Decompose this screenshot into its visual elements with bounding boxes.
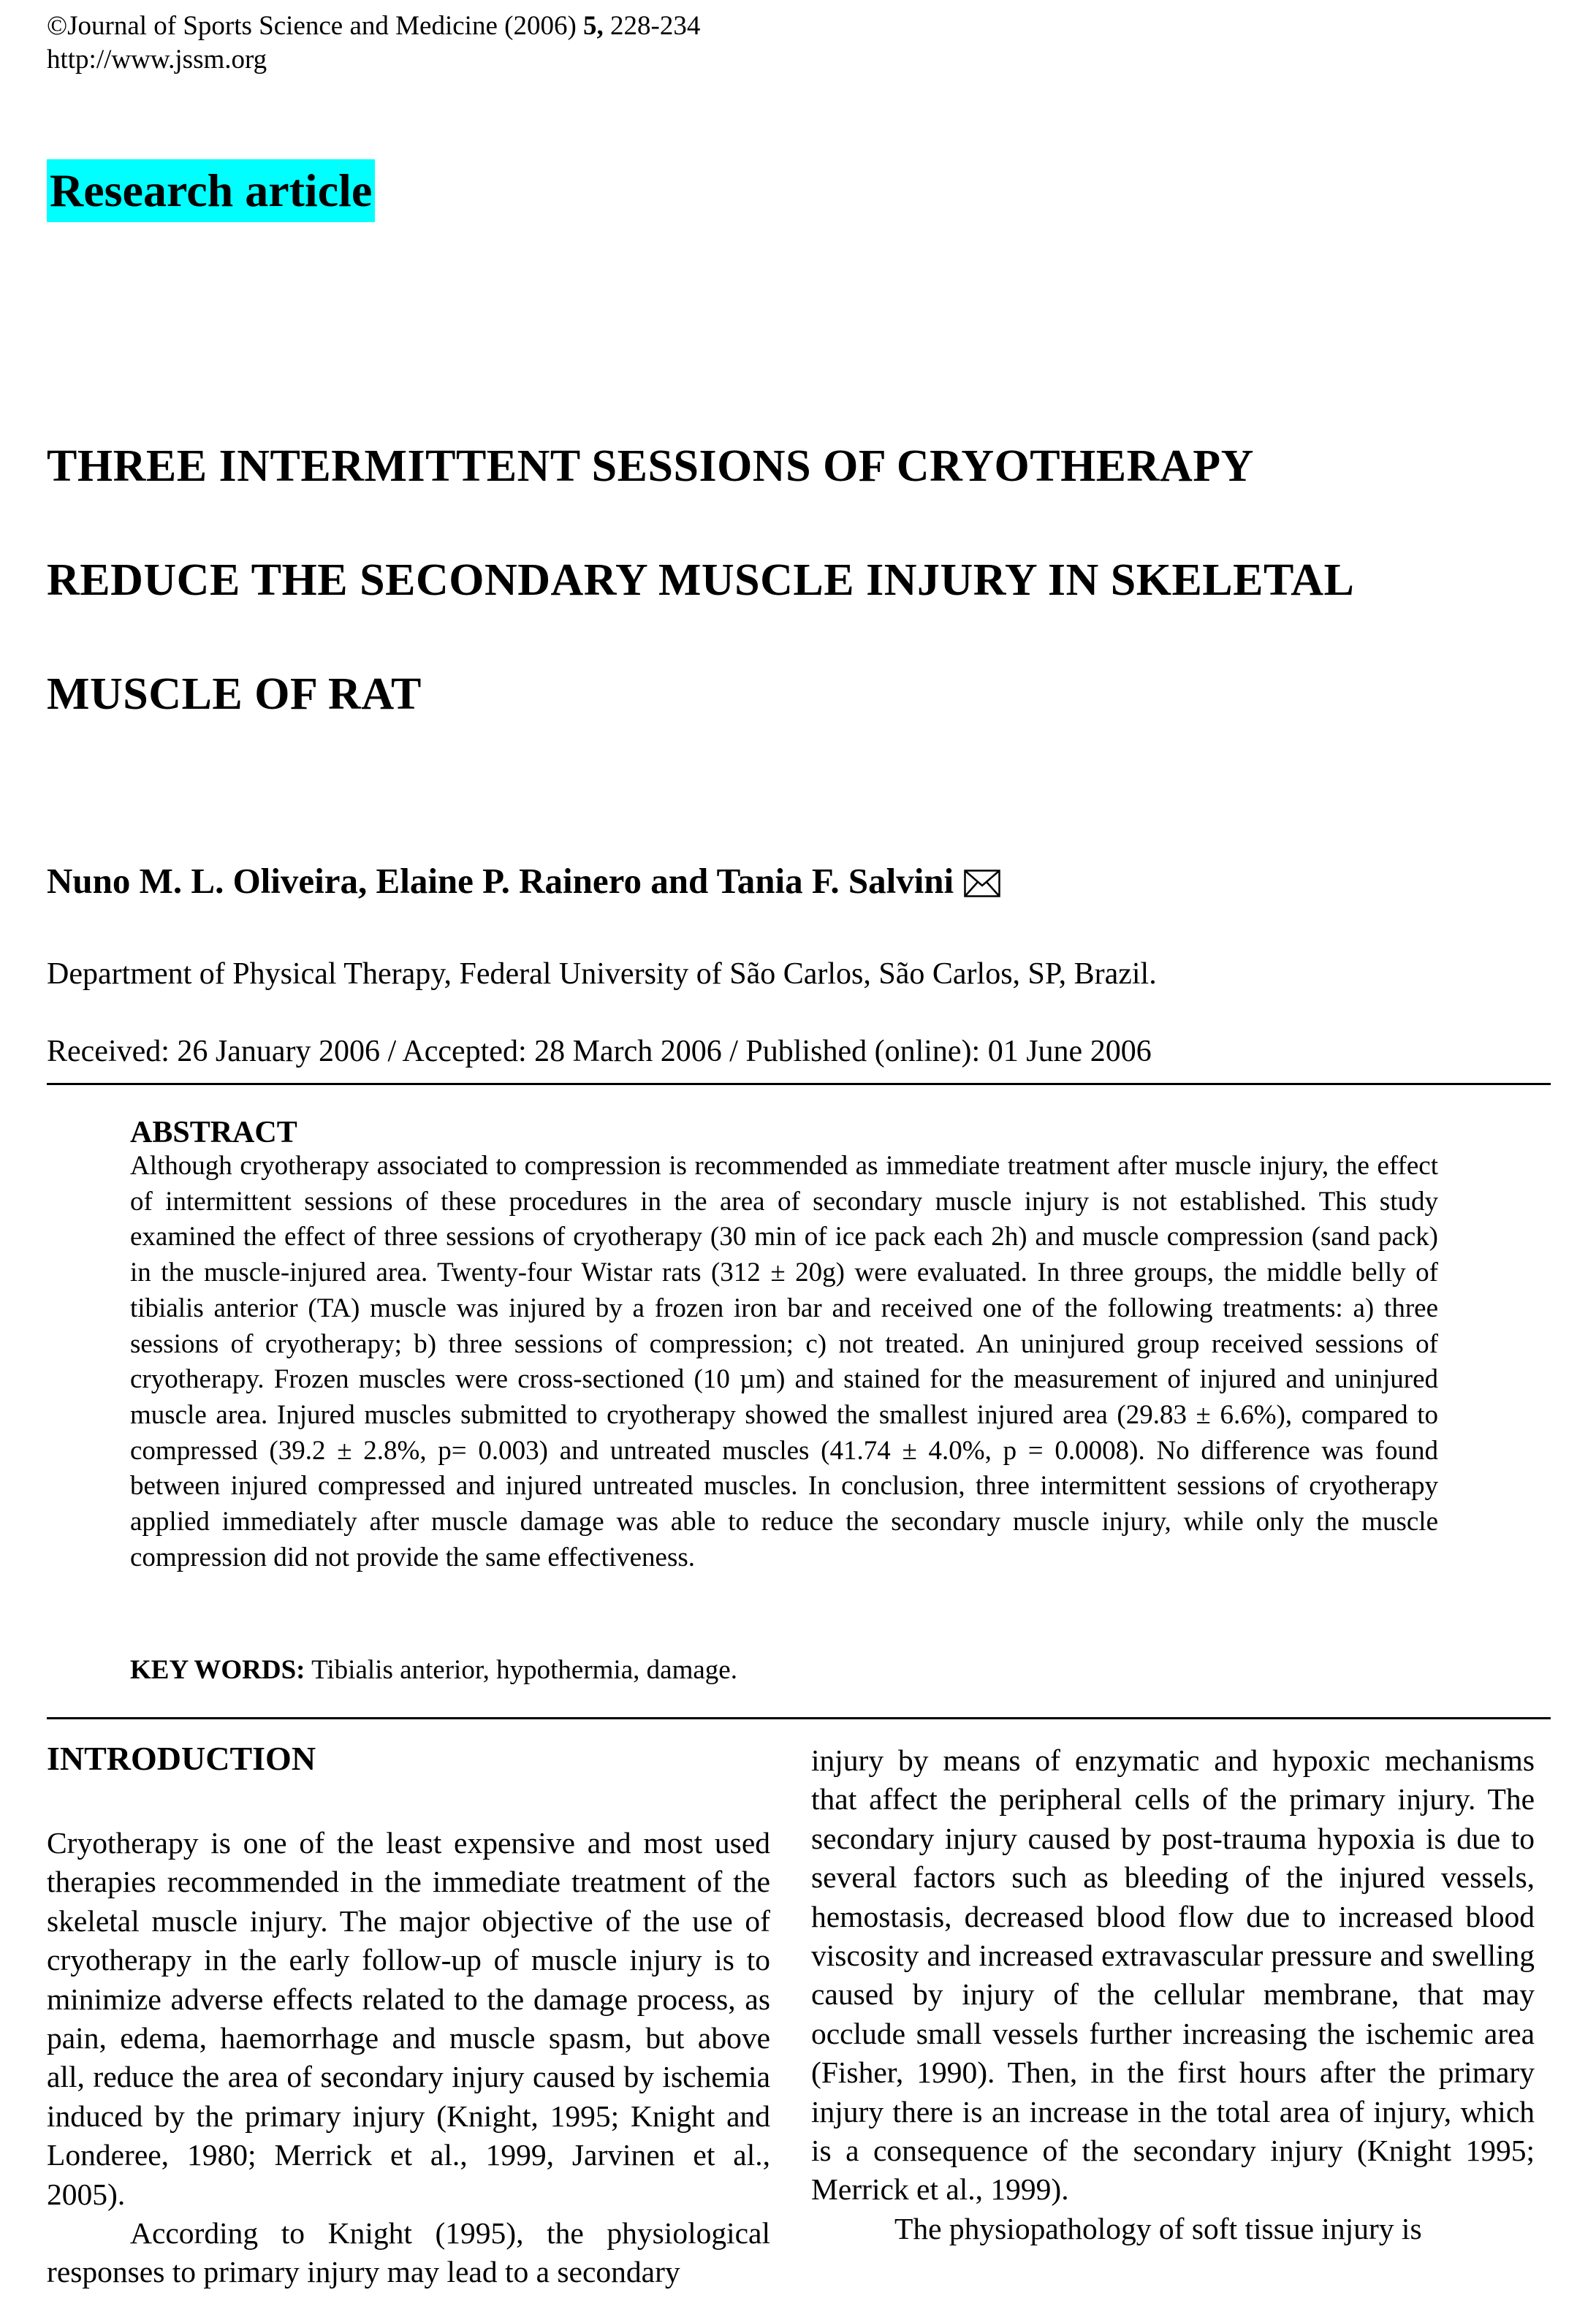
paragraph: injury by means of enzymatic and hypoxic mechanisms that affect the peripheral cells of the primary injury. The secondary injury caused by post-trauma hypoxia is due to several factors such as bleeding of the injured vessels, hemostasis, decreased blood flow due to increased blood viscosity and increased extravascular pressure and swelling caused by injury of the cellular membrane, that may occlude small vessels further increasing the ischemic area (Fisher, 1990). Then, in the first hours after the primary injury there is an increase in the total area of injury, which is a consequence of the secondary injury (Knight 1995; Merrick et al., 1999).: [811, 1743, 1535, 2207]
left-column: [47, 1824, 770, 2292]
authors: Nuno M. L. Oliveira, Elaine P. Rainero and Tania F. Salvini: [47, 861, 954, 901]
envelope-icon[interactable]: [964, 862, 1000, 909]
abstract-text: Although cryotherapy associated to compression is recommended as immediate treatment after muscle injury, the effect of intermittent sessions of these procedures in the area of secondary muscle injury is not established. This study examined the effect of three sessions of cryotherapy (30 min of ice pack each 2h) and muscle compression (sand pack) in the muscle-injured area. Twenty-four Wistar rats (312 ± 20g) were evaluated. In three groups, the middle belly of tibialis anterior (TA) muscle was injured by a frozen iron bar and received one of the following treatments: a) three sessions of cryotherapy; b) three sessions of compression; c) not treated. An uninjured group received sessions of cryotherapy. Frozen muscles were cross-sectioned (10 µm) and stained for the measurement of injured and uninjured muscle area. Injured muscles submitted to cryotherapy showed the smallest injured area (29.83 ± 6.6%), compared to compressed (39.2 ± 2.8%, p= 0.003) and untreated muscles (41.74 ± 4.0%, p = 0.0008). No difference was found between injured compressed and injured untreated muscles. In conclusion, three intermittent sessions of cryotherapy applied immediately after muscle damage was able to reduce the secondary muscle injury, while only the muscle compression did not provide the same effectiveness.: [130, 1151, 1438, 1572]
author-line: [47, 858, 1000, 909]
introduction-heading: INTRODUCTION: [47, 1740, 316, 1777]
affiliation: Department of Physical Therapy, Federal University of São Carlos, São Carlos, SP, Brazil.: [47, 957, 1157, 991]
publication-dates: Received: 26 January 2006 / Accepted: 28 March 2006 / Published (online): 01 June 2006: [47, 1035, 1152, 1068]
journal-line: ©Journal of Sports Science and Medicine (2006): [47, 11, 584, 41]
abstract-heading: ABSTRACT: [130, 1116, 297, 1149]
right-column: [811, 1741, 1535, 2248]
paragraph: According to Knight (1995), the physiological responses to primary injury may lead to a secondary: [47, 2216, 770, 2289]
keywords-text: Tibialis anterior, hypothermia, damage.: [305, 1655, 737, 1685]
journal-volume: 5,: [583, 11, 604, 41]
divider: [47, 1717, 1551, 1719]
keywords-label: KEY WORDS:: [130, 1655, 305, 1685]
title-line: THREE INTERMITTENT SESSIONS OF CRYOTHERAPY: [47, 441, 1254, 491]
article-type-label: Research article: [47, 159, 375, 222]
journal-url[interactable]: http://www.jssm.org: [47, 45, 267, 75]
paragraph: Cryotherapy is one of the least expensive and most used therapies recommended in the immediate treatment of the skeletal muscle injury. The major objective of the use of cryotherapy in the early follow-up of muscle injury is to minimize adverse effects related to the damage process, as pain, edema, haemorrhage and muscle spasm, but above all, reduce the area of secondary injury caused by ischemia induced by the primary injury (Knight, 1995; Knight and Londeree, 1980; Merrick et al., 1999, Jarvinen et al., 2005).: [47, 1826, 770, 2211]
paragraph: The physiopathology of soft tissue injury is: [894, 2211, 1422, 2245]
journal-pages: 228-234: [603, 11, 701, 41]
title-line: REDUCE THE SECONDARY MUSCLE INJURY IN SKELETAL: [47, 555, 1355, 605]
divider: [47, 1083, 1551, 1085]
journal-citation: [47, 10, 700, 42]
title-line: MUSCLE OF RAT: [47, 669, 422, 719]
keywords: [130, 1653, 737, 1688]
article-title: [47, 409, 1545, 751]
